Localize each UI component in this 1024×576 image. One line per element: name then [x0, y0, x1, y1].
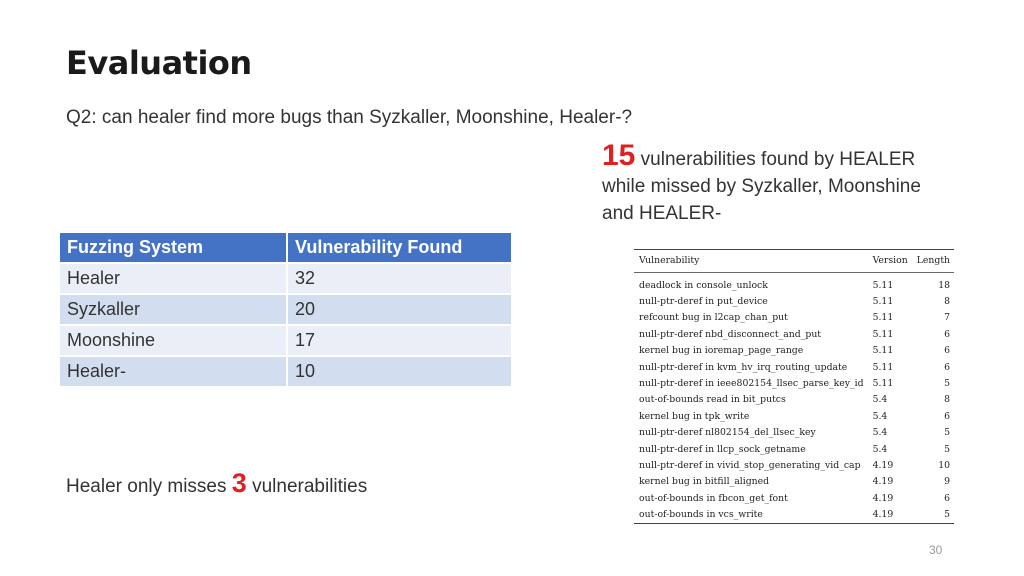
- fuzz-cell-system: Healer-: [59, 356, 287, 387]
- table-row: [59, 325, 512, 356]
- callout-number: 15: [602, 139, 636, 172]
- vuln-cell-name: null-ptr-deref in kvm_hv_irq_routing_update: [639, 361, 848, 373]
- vuln-cell-version: 5.11: [872, 345, 894, 357]
- vuln-cell-name: kernel bug in tpk_write: [639, 410, 750, 422]
- vuln-cell-length: 10: [938, 459, 951, 471]
- vuln-table-header-row: [634, 250, 954, 273]
- vuln-cell-version: 5.4: [872, 394, 888, 406]
- vuln-cell-name: out-of-bounds in vcs_write: [639, 509, 763, 521]
- vuln-cell-version: 4.19: [872, 459, 894, 471]
- table-row: [634, 273, 954, 294]
- callout-text-line1: vulnerabilities found by HEALER: [635, 149, 916, 170]
- table-row: [634, 293, 954, 309]
- table-row: [59, 294, 512, 325]
- vuln-cell-name: null-ptr-deref nl802154_del_llsec_key: [639, 427, 816, 439]
- vuln-cell-name: null-ptr-deref in vivid_stop_generating_vid_cap: [639, 459, 861, 471]
- table-row: [634, 392, 954, 408]
- table-row: [59, 356, 512, 387]
- table-row: [634, 506, 954, 523]
- table-row: [634, 359, 954, 375]
- fuzz-cell-count: 20: [287, 294, 512, 325]
- table-row: [634, 408, 954, 424]
- vuln-cell-length: 5: [944, 443, 951, 455]
- fuzz-table-header-row: [59, 232, 512, 263]
- vuln-cell-name: kernel bug in ioremap_page_range: [639, 345, 804, 357]
- vuln-cell-length: 6: [944, 345, 951, 357]
- table-row: [634, 425, 954, 441]
- vuln-cell-length: 8: [944, 296, 951, 308]
- vuln-header-name: Vulnerability: [634, 250, 868, 273]
- vuln-cell-length: 5: [944, 427, 951, 439]
- vuln-cell-version: 5.11: [872, 279, 894, 291]
- vuln-cell-length: 5: [944, 378, 951, 390]
- vuln-cell-version: 5.4: [872, 443, 888, 455]
- misses-suffix: vulnerabilities: [246, 476, 368, 497]
- fuzzing-system-table: [58, 231, 513, 388]
- vuln-cell-version: 5.11: [872, 361, 894, 373]
- vuln-cell-length: 9: [944, 476, 951, 488]
- table-row: [59, 263, 512, 294]
- table-row: [634, 326, 954, 342]
- vuln-cell-length: 6: [944, 361, 951, 373]
- fuzz-header-system: Fuzzing System: [59, 232, 287, 263]
- vuln-cell-version: 5.11: [872, 312, 894, 324]
- table-row: [634, 457, 954, 473]
- table-row: [634, 343, 954, 359]
- vuln-cell-length: 6: [944, 492, 951, 504]
- slide-question: Q2: can healer find more bugs than Syzkaller, Moonshine, Healer-?: [66, 107, 633, 128]
- vuln-cell-name: null-ptr-deref in ieee802154_llsec_parse_key_id: [639, 378, 864, 390]
- table-row: [634, 375, 954, 391]
- vuln-cell-name: null-ptr-deref in llcp_sock_getname: [639, 443, 806, 455]
- table-row: [634, 474, 954, 490]
- table-row: [634, 310, 954, 326]
- misses-number: 3: [231, 468, 247, 498]
- misses-statement: [66, 468, 367, 499]
- vuln-cell-length: 6: [944, 328, 951, 340]
- fuzz-cell-count: 10: [287, 356, 512, 387]
- table-row: [634, 490, 954, 506]
- misses-prefix: Healer only misses: [66, 476, 232, 497]
- callout-text-line2: while missed by Syzkaller, Moonshine: [602, 176, 921, 197]
- vuln-cell-name: kernel bug in bitfill_aligned: [639, 476, 770, 488]
- vuln-cell-name: out-of-bounds read in bit_putcs: [639, 394, 786, 406]
- vuln-cell-version: 5.11: [872, 378, 894, 390]
- vuln-cell-length: 7: [944, 312, 951, 324]
- vuln-cell-version: 4.19: [872, 509, 894, 521]
- slide-title: Evaluation: [66, 44, 252, 82]
- vuln-cell-length: 5: [944, 509, 951, 521]
- vuln-header-version: Version: [868, 250, 912, 273]
- vuln-cell-length: 18: [938, 279, 951, 291]
- vuln-cell-version: 5.4: [872, 410, 888, 422]
- fuzz-cell-system: Healer: [59, 263, 287, 294]
- fuzz-cell-count: 32: [287, 263, 512, 294]
- fuzz-cell-count: 17: [287, 325, 512, 356]
- vuln-cell-version: 5.11: [872, 296, 894, 308]
- vuln-cell-name: refcount bug in l2cap_chan_put: [639, 312, 788, 324]
- vuln-cell-version: 5.4: [872, 427, 888, 439]
- vuln-cell-length: 6: [944, 410, 951, 422]
- callout-text-line3: and HEALER-: [602, 203, 722, 224]
- vuln-cell-name: null-ptr-deref in put_device: [639, 296, 768, 308]
- vuln-cell-name: out-of-bounds in fbcon_get_font: [639, 492, 788, 504]
- fuzz-header-found: Vulnerability Found: [287, 232, 512, 263]
- vulnerability-callout: [602, 139, 962, 227]
- vuln-cell-name: deadlock in console_unlock: [639, 279, 768, 291]
- vuln-cell-length: 8: [944, 394, 951, 406]
- vuln-cell-version: 5.11: [872, 328, 894, 340]
- vuln-cell-version: 4.19: [872, 492, 894, 504]
- vuln-header-length: Length: [912, 250, 954, 273]
- vuln-cell-version: 4.19: [872, 476, 894, 488]
- table-row: [634, 441, 954, 457]
- vuln-cell-name: null-ptr-deref nbd_disconnect_and_put: [639, 328, 822, 340]
- fuzz-cell-system: Syzkaller: [59, 294, 287, 325]
- fuzz-cell-system: Moonshine: [59, 325, 287, 356]
- page-number: 30: [929, 543, 943, 557]
- vulnerability-table: [634, 249, 954, 524]
